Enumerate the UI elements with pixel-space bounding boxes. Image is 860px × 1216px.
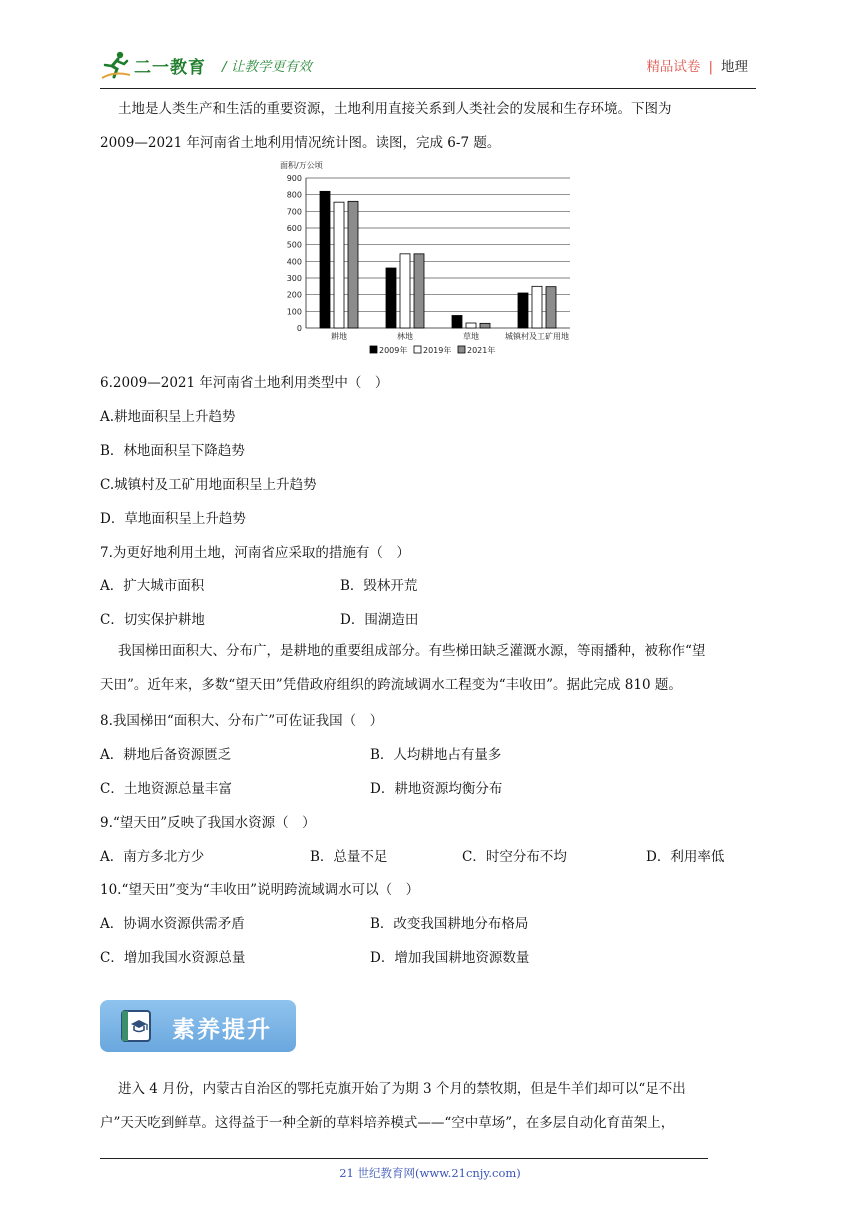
header-rule [100,88,756,89]
legend-label: 2009年 [379,346,408,355]
site-logo [100,48,206,82]
x-tick-label: 耕地 [331,332,347,341]
q6-option-a[interactable]: A.耕地面积呈上升趋势 [100,409,236,425]
q9-option-a[interactable]: A．南方多北方少 [100,849,205,865]
intro-line-2: 2009—2021 年河南省土地利用情况统计图。读图，完成 6-7 题。 [100,135,501,151]
footer-rule [100,1158,708,1159]
q6-option-b[interactable]: B．林地面积呈下降趋势 [100,443,245,459]
y-tick-label: 900 [286,174,302,183]
footer-text: 21 世纪教育网(www.21cnjy.com) [339,1166,521,1180]
q7-option-b[interactable]: B．毁林开荒 [340,578,418,594]
y-tick-label: 700 [286,207,302,217]
bar-3 [480,323,490,328]
legend-swatch [370,346,377,353]
bar-3 [546,287,556,328]
x-tick-label: 城镇村及工矿用地 [505,332,569,341]
q10-option-d[interactable]: D．增加我国耕地资源数量 [370,950,530,966]
bar-2 [334,202,344,328]
q7-option-c[interactable]: C．切实保护耕地 [100,612,205,628]
q7-option-d[interactable]: D．围湖造田 [340,612,419,628]
q8-option-b[interactable]: B．人均耕地占有量多 [370,747,502,763]
runner-logo-icon [100,49,132,81]
y-tick-label: 200 [286,290,302,300]
bar-2 [532,286,542,328]
y-axis-label: 面积/万公顷 [280,161,323,170]
q9-stem: 9.“望天田”反映了我国水资源（ ） [100,815,316,831]
q6-option-d[interactable]: D．草地面积呈上升趋势 [100,511,246,527]
q8-option-c[interactable]: C．土地资源总量丰富 [100,781,232,797]
q8-stem: 8.我国梯田“面积大、分布广”可佐证我国（ ） [100,713,384,729]
y-tick-label: 500 [286,240,302,250]
section-title: 素养提升 [172,1017,272,1043]
book-graduation-icon [118,1008,158,1044]
q9-option-d[interactable]: D．利用率低 [646,849,725,865]
bar-1 [452,316,462,329]
q10-option-b[interactable]: B．改变我国耕地分布格局 [370,916,529,932]
legend-swatch [414,346,421,353]
legend-label: 2021年 [467,346,496,355]
q6-option-c[interactable]: C.城镇村及工矿用地面积呈上升趋势 [100,477,317,493]
y-tick-label: 800 [286,190,302,200]
passage3-line-1: 进入 4 月份，内蒙古自治区的鄂托克旗开始了为期 3 个月的禁牧期，但是牛羊们却可以“足不出 [118,1081,686,1097]
y-tick-label: 300 [286,274,302,283]
q8-option-a[interactable]: A．耕地后备资源匮乏 [100,747,232,763]
header-slogan: / 让教学更有效 [222,59,312,75]
intro-line-1: 土地是人类生产和生活的重要资源，土地利用直接关系到人类社会的发展和生存环境。下图为 [118,101,672,117]
y-tick-label: 400 [286,257,302,267]
bar-3 [348,201,358,328]
bar-1 [320,191,330,328]
q9-option-b[interactable]: B．总量不足 [310,849,388,865]
header-tag: 精品试卷 [646,59,701,75]
header-right [646,55,748,75]
legend-label: 2019年 [423,346,452,355]
q9-option-c[interactable]: C．时空分布不均 [462,849,567,865]
header-subject: 地理 [721,59,748,75]
logo-text: 二一教育 [134,57,206,78]
y-tick-label: 100 [286,307,302,317]
legend-swatch [458,346,465,353]
y-tick-label: 600 [286,224,302,233]
q6-stem: 6.2009—2021 年河南省土地利用类型中（ ） [100,375,389,391]
bar-2 [466,323,476,328]
q8-option-d[interactable]: D．耕地资源均衡分布 [370,781,503,797]
q10-option-a[interactable]: A．协调水资源供需矛盾 [100,916,245,932]
bar-3 [414,254,424,328]
q10-option-c[interactable]: C．增加我国水资源总量 [100,950,246,966]
q7-stem: 7.为更好地利用土地，河南省应采取的措施有（ ） [100,545,410,561]
passage2-line-2: 天田”。近年来，多数“望天田”凭借政府组织的跨流域调水工程变为“丰收田”。据此完成 810 题。 [100,677,682,693]
q7-option-a[interactable]: A．扩大城市面积 [100,578,205,594]
x-tick-label: 草地 [463,332,479,341]
passage2-line-1: 我国梯田面积大、分布广，是耕地的重要组成部分。有些梯田缺乏灌溉水源，等雨播种，被称作“望 [118,643,706,659]
bar-1 [518,293,528,328]
y-tick-label: 0 [296,324,302,333]
bar-1 [386,268,396,328]
bar-2 [400,254,410,328]
land-use-bar-chart [270,158,590,364]
q10-stem: 10.“望天田”变为“丰收田”说明跨流域调水可以（ ） [100,882,420,898]
header-separator: | [708,59,713,75]
x-tick-label: 林地 [397,332,413,341]
passage3-line-2: 户”天天吃到鲜草。这得益于一种全新的草料培养模式——“空中草场”，在多层自动化育苗架上， [100,1115,675,1131]
